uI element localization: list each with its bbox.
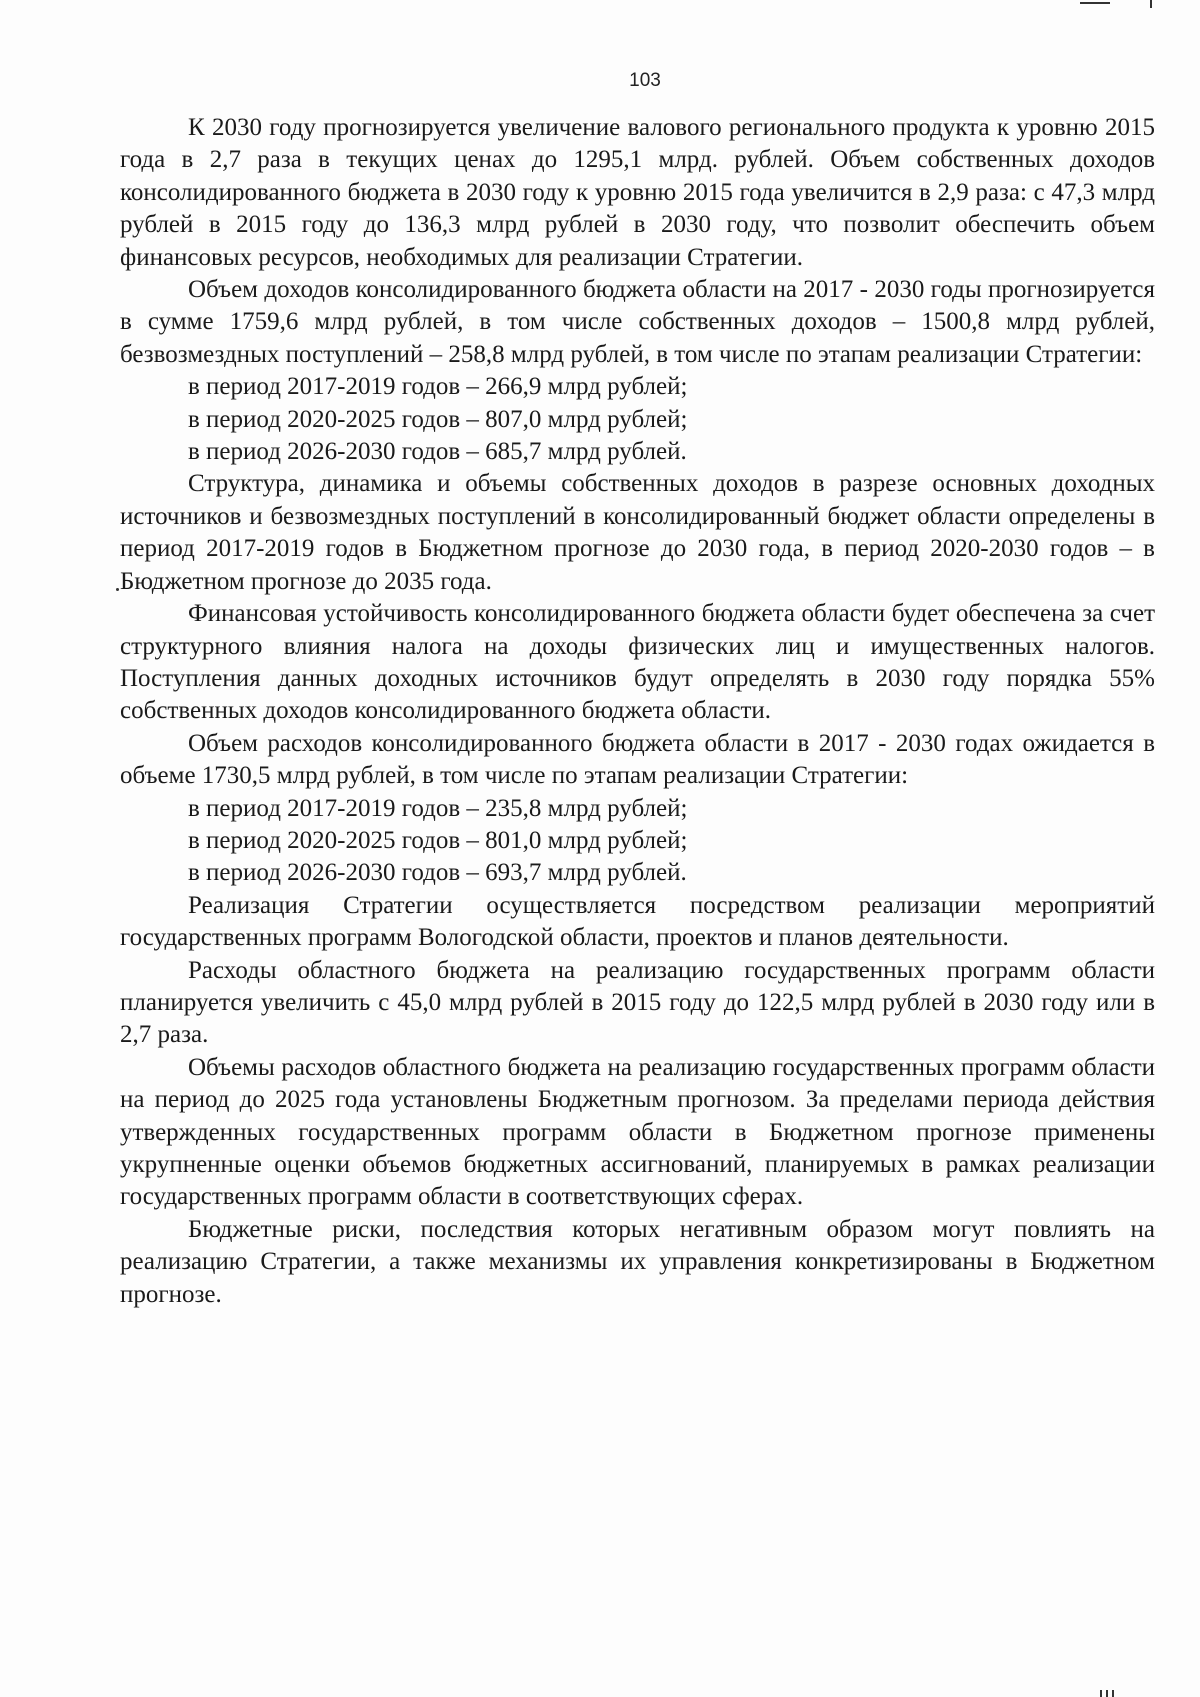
page-number: 103 xyxy=(629,70,661,91)
scan-artifact xyxy=(1100,1690,1102,1697)
list-item-expense-2026-2030: в период 2026-2030 годов – 693,7 млрд рублей. xyxy=(188,859,687,887)
body-text xyxy=(120,112,1155,1311)
scan-artifact xyxy=(1080,2,1110,4)
list-item-expense-2020-2025: в период 2020-2025 годов – 801,0 млрд рублей; xyxy=(188,826,688,854)
paragraph-income-structure: Структура, динамика и объемы собственных доходов в разрезе основных доходных источников и безвозмездных поступлений в консолидированный бюджет области определены в период 2017-2019 годов в Бюджетном прогнозе до 2030 года, в период 2020-2030 годов – в Бюджетном прогнозе до 2035 года. xyxy=(120,470,1155,595)
paragraph-expense-volume: Объем расходов консолидированного бюджета области в 2017 - 2030 годах ожидается в объеме 1730,5 млрд рублей, в том числе по этапам реализации Стратегии: xyxy=(120,729,1155,790)
paragraph-strategy-implementation: Реализация Стратегии осуществляется посредством реализации мероприятий государственных программ Вологодской области, проектов и планов деятельности. xyxy=(120,891,1155,952)
scan-artifact xyxy=(1106,1690,1108,1697)
paragraph-program-expenses: Расходы областного бюджета на реализацию государственных программ области планируется увеличить с 45,0 млрд рублей в 2015 году до 122,5 млрд рублей в 2030 году или в 2,7 раза. xyxy=(120,956,1155,1049)
list-item-expense-2017-2019: в период 2017-2019 годов – 235,8 млрд рублей; xyxy=(188,794,688,822)
list-item-income-2017-2019: в период 2017-2019 годов – 266,9 млрд рублей; xyxy=(188,373,688,401)
scan-artifact xyxy=(1112,1690,1114,1697)
scan-artifact xyxy=(1150,0,1152,8)
paragraph-financial-stability: Финансовая устойчивость консолидированного бюджета области будет обеспечена за счет структурного влияния налога на доходы физических лиц и имущественных налогов. Поступления данных доходных источников будут определять в 2030 году порядка 55% собственных доходов консолидированного бюджета области. xyxy=(120,600,1155,725)
list-item-income-2026-2030: в период 2026-2030 годов – 685,7 млрд рублей. xyxy=(188,438,687,466)
paragraph-grp-forecast: К 2030 году прогнозируется увеличение валового регионального продукта к уровню 2015 года в 2,7 раза в текущих ценах до 1295,1 млрд. рублей. Объем собственных доходов консолидированного бюджета в 2030 году к уровню 2015 года увеличится в 2,9 раза: с 47,3 млрд рублей в 2015 году до 136,3 млрд рублей в 2030 году, что позволит обеспечить объем финансовых ресурсов, необходимых для реализации Стратегии. xyxy=(120,114,1155,271)
paragraph-program-volumes: Объемы расходов областного бюджета на реализацию государственных программ области на период до 2025 года установлены Бюджетным прогнозом. За пределами периода действия утвержденных государственных программ области в Бюджетном прогнозе применены укрупненные оценки объемов бюджетных ассигнований, планируемых в рамках реализации государственных программ области в соответствующих сферах. xyxy=(120,1053,1155,1211)
scan-artifact xyxy=(116,588,119,591)
list-item-income-2020-2025: в период 2020-2025 годов – 807,0 млрд рублей; xyxy=(188,405,688,433)
paragraph-income-volume: Объем доходов консолидированного бюджета области на 2017 - 2030 годы прогнозируется в сумме 1759,6 млрд рублей, в том числе собственных доходов – 1500,8 млрд рублей, безвозмездных поступлений – 258,8 млрд рублей, в том числе по этапам реализации Стратегии: xyxy=(120,276,1155,368)
paragraph-budget-risks: Бюджетные риски, последствия которых негативным образом могут повлиять на реализацию Стратегии, а также механизмы их управления конкретизированы в Бюджетном прогнозе. xyxy=(120,1215,1155,1308)
